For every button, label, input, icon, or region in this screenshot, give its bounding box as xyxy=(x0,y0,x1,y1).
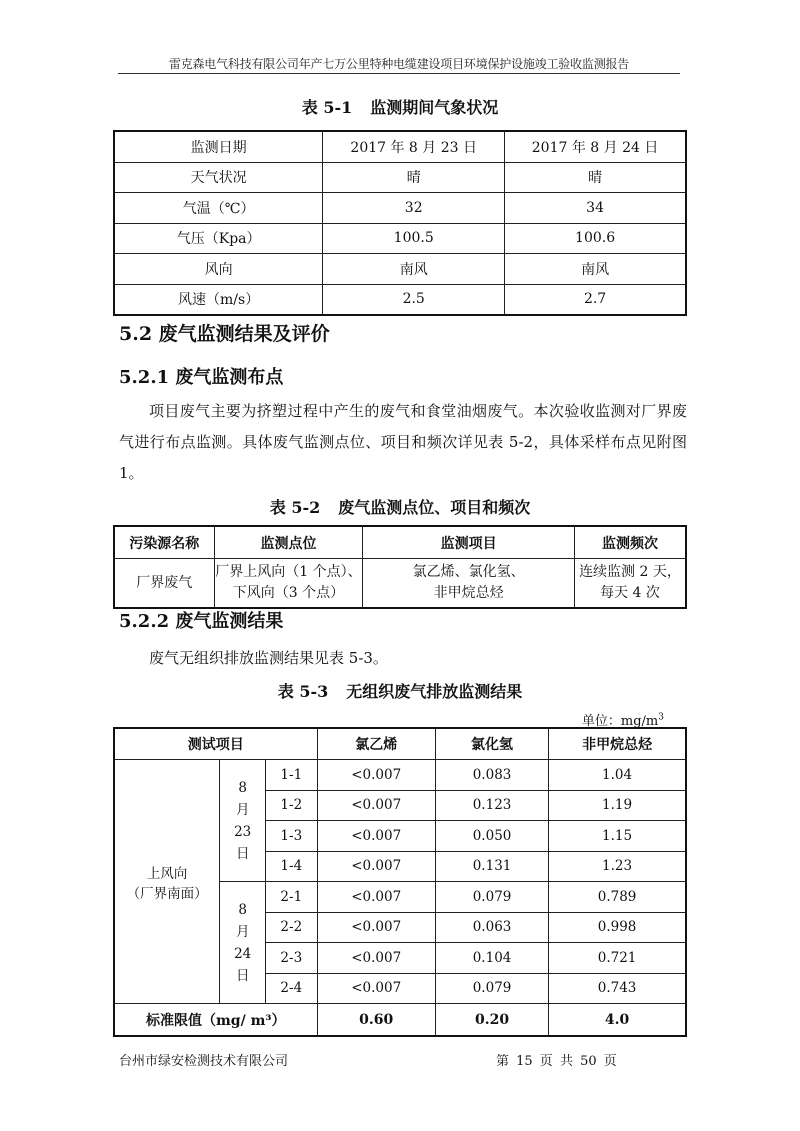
caption-text: 监测期间气象状况 xyxy=(370,98,499,117)
value-cell: 0.721 xyxy=(549,943,686,974)
frequency-line: 每天 4 次 xyxy=(600,585,660,601)
sample-id: 1-1 xyxy=(266,760,317,791)
value-cell: 100.6 xyxy=(505,223,686,254)
value-cell: <0.007 xyxy=(317,760,435,791)
value-cell: 0.998 xyxy=(549,912,686,943)
location-line: 上风向 xyxy=(146,865,188,882)
table-5-1-caption xyxy=(113,98,687,118)
value-cell: 1.19 xyxy=(549,790,686,821)
date-month-char: 月 xyxy=(235,923,250,940)
row-label: 风向 xyxy=(114,254,323,285)
date-day: 23 xyxy=(234,823,252,840)
source-cell: 厂界废气 xyxy=(114,559,214,609)
value-cell: <0.007 xyxy=(317,912,435,943)
sample-id: 2-3 xyxy=(266,943,317,974)
value-cell: 0.063 xyxy=(435,912,548,943)
value-cell: 0.050 xyxy=(435,821,548,852)
table-header-row xyxy=(114,526,686,559)
items-line: 非甲烷总烃 xyxy=(433,585,504,601)
value-cell: 南风 xyxy=(505,254,686,285)
value-cell: <0.007 xyxy=(317,851,435,882)
caption-number: 表 5-2 xyxy=(269,498,321,517)
row-label: 监测日期 xyxy=(114,131,323,162)
caption-text: 废气监测点位、项目和频次 xyxy=(338,498,531,517)
footer-company: 台州市绿安检测技术有限公司 xyxy=(119,1054,289,1069)
row-label: 气压（Kpa） xyxy=(114,223,323,254)
unit-text: 单位：mg/m xyxy=(581,714,659,729)
table-row xyxy=(114,284,686,315)
table-row xyxy=(114,559,686,609)
header-cell: 非甲烷总烃 xyxy=(549,728,686,760)
limit-value: 0.60 xyxy=(317,1004,435,1037)
value-cell: 南风 xyxy=(323,254,505,285)
value-cell: 0.131 xyxy=(435,851,548,882)
header-cell: 污染源名称 xyxy=(114,526,214,559)
section-5-2-heading: 5.2 废气监测结果及评价 xyxy=(119,323,330,345)
date-month: 8 xyxy=(238,779,247,796)
date-day: 24 xyxy=(234,945,252,962)
table-row xyxy=(114,254,686,285)
table-row xyxy=(114,760,686,791)
sample-id: 1-4 xyxy=(266,851,317,882)
sample-id: 2-2 xyxy=(266,912,317,943)
date-cell-aug-24 xyxy=(220,882,266,1004)
date-day-char: 日 xyxy=(235,845,250,862)
value-cell: <0.007 xyxy=(317,790,435,821)
date-month-char: 月 xyxy=(235,801,250,818)
section-5-2-1-paragraph: 项目废气主要为挤塑过程中产生的废气和食堂油烟废气。本次验收监测对厂界废气进行布点监测。具体废气监测点位、项目和频次详见表 5-2，具体采样布点见附图 1。 xyxy=(119,402,687,482)
value-cell: 100.5 xyxy=(323,223,505,254)
header-cell: 监测频次 xyxy=(574,526,686,559)
date-cell-aug-23 xyxy=(220,760,266,882)
value-cell: 0.104 xyxy=(435,943,548,974)
header-cell: 氯化氢 xyxy=(435,728,548,760)
value-cell: 0.789 xyxy=(549,882,686,913)
footer-page-info: 第 15 页 共 50 页 xyxy=(496,1054,617,1069)
value-cell: 2.5 xyxy=(323,284,505,315)
value-cell: 晴 xyxy=(505,162,686,193)
header-cell: 监测项目 xyxy=(363,526,575,559)
points-line: 下风向（3 个点） xyxy=(232,585,345,601)
weather-table xyxy=(113,130,687,316)
sample-id: 1-3 xyxy=(266,821,317,852)
value-cell: <0.007 xyxy=(317,973,435,1004)
section-5-2-2-paragraph: 废气无组织排放监测结果见表 5-3。 xyxy=(149,649,388,667)
section-5-2-2-heading: 5.2.2 废气监测结果 xyxy=(119,611,284,632)
value-cell: 1.23 xyxy=(549,851,686,882)
frequency-line: 连续监测 2 天， xyxy=(579,564,681,580)
value-cell: 1.04 xyxy=(549,760,686,791)
points-line: 厂界上风向（1 个点）、 xyxy=(215,564,362,580)
points-cell xyxy=(214,559,363,609)
value-cell: 0.123 xyxy=(435,790,548,821)
limit-label: 标准限值（mg/ m³） xyxy=(114,1004,317,1037)
value-cell: 晴 xyxy=(323,162,505,193)
caption-number: 表 5-3 xyxy=(277,682,329,701)
row-label: 气温（℃） xyxy=(114,193,323,224)
emission-results-table xyxy=(113,727,687,1037)
table-row xyxy=(114,193,686,224)
value-cell: 2.7 xyxy=(505,284,686,315)
value-cell: <0.007 xyxy=(317,821,435,852)
header-cell: 监测点位 xyxy=(214,526,363,559)
row-label: 天气状况 xyxy=(114,162,323,193)
table-5-2-caption xyxy=(113,498,687,518)
value-cell: 34 xyxy=(505,193,686,224)
section-5-2-1-heading: 5.2.1 废气监测布点 xyxy=(119,367,284,388)
limit-value: 4.0 xyxy=(549,1004,686,1037)
unit-superscript: 3 xyxy=(658,712,664,723)
value-cell: 0.079 xyxy=(435,882,548,913)
table-header-row xyxy=(114,728,686,760)
value-cell: 0.083 xyxy=(435,760,548,791)
items-cell xyxy=(363,559,575,609)
sample-id: 1-2 xyxy=(266,790,317,821)
header-cell: 测试项目 xyxy=(114,728,317,760)
table-5-3-caption xyxy=(113,682,687,702)
value-cell: 0.743 xyxy=(549,973,686,1004)
sample-id: 2-1 xyxy=(266,882,317,913)
monitoring-plan-table xyxy=(113,525,687,609)
location-cell xyxy=(114,760,220,1004)
caption-text: 无组织废气排放监测结果 xyxy=(346,682,523,701)
value-cell: 32 xyxy=(323,193,505,224)
date-day-char: 日 xyxy=(235,967,250,984)
value-cell: 1.15 xyxy=(549,821,686,852)
value-cell: 2017 年 8 月 23 日 xyxy=(323,131,505,162)
table-row xyxy=(114,162,686,193)
value-cell: 2017 年 8 月 24 日 xyxy=(505,131,686,162)
limit-value: 0.20 xyxy=(435,1004,548,1037)
value-cell: 0.079 xyxy=(435,973,548,1004)
location-line: （厂界南面） xyxy=(126,885,208,902)
value-cell: <0.007 xyxy=(317,943,435,974)
frequency-cell xyxy=(574,559,686,609)
table-row xyxy=(114,131,686,162)
value-cell: <0.007 xyxy=(317,882,435,913)
caption-number: 表 5-1 xyxy=(301,98,353,117)
standard-limit-row xyxy=(114,1004,686,1037)
header-cell: 氯乙烯 xyxy=(317,728,435,760)
items-line: 氯乙烯、氯化氢、 xyxy=(412,564,525,580)
date-month: 8 xyxy=(238,901,247,918)
row-label: 风速（m/s） xyxy=(114,284,323,315)
sample-id: 2-4 xyxy=(266,973,317,1004)
table-row xyxy=(114,223,686,254)
document-header: 雷克森电气科技有限公司年产七万公里特种电缆建设项目环境保护设施竣工验收监测报告 xyxy=(118,57,680,74)
